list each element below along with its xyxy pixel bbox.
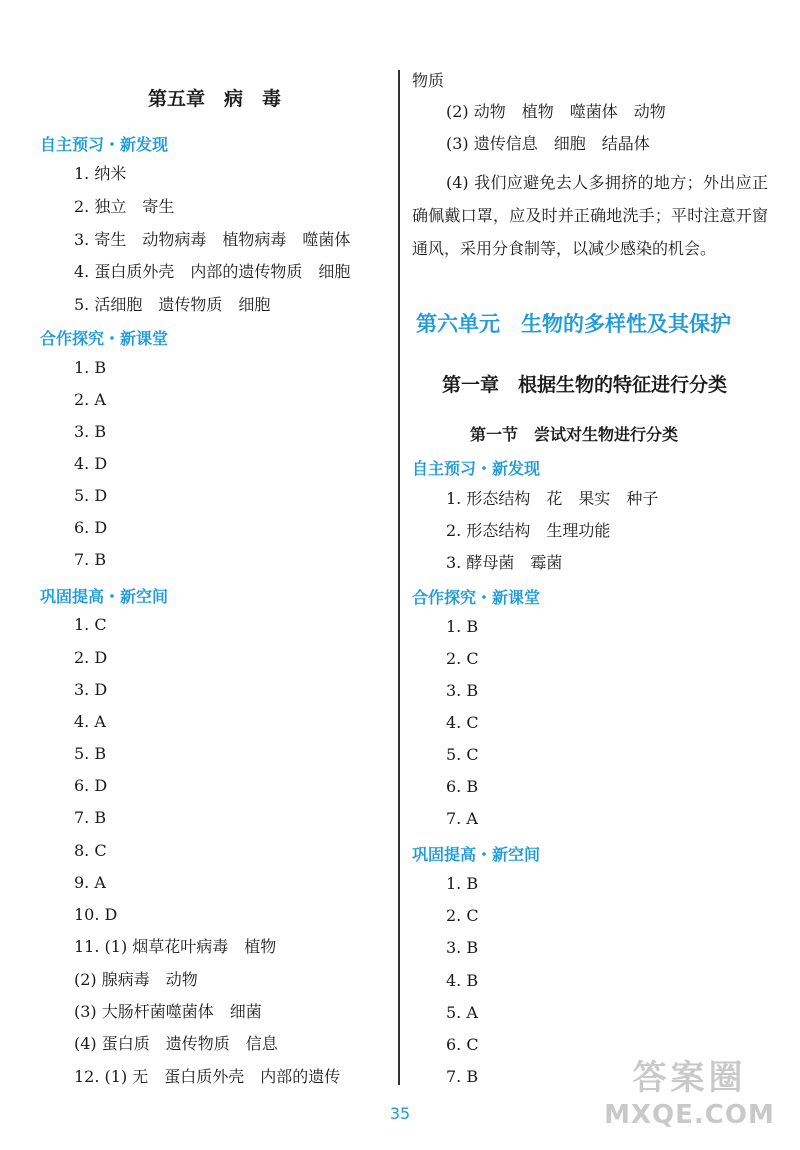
answer-line: 3. 酵母菌 霉菌	[446, 553, 563, 572]
answer-line: 1. B	[74, 358, 107, 377]
answer-line: 1. B	[446, 874, 479, 893]
answer-line: 5. 活细胞 遗传物质 细胞	[74, 295, 271, 314]
answer-line: 4. 蛋白质外壳 内部的遗传物质 细胞	[74, 262, 351, 281]
answer-line: 1. 形态结构 花 果实 种子	[446, 489, 659, 508]
answer-line: 6. B	[446, 777, 479, 796]
watermark-domain: MXQE.COM	[604, 1100, 775, 1130]
answer-line: 4. A	[74, 712, 106, 731]
answer-line: 2. 独立 寄生	[74, 197, 175, 216]
answer-line: 6. C	[446, 1035, 479, 1054]
answer-line: (2) 动物 植物 噬菌体 动物	[446, 102, 666, 121]
watermark-logo	[597, 1058, 782, 1144]
answer-line: 4. C	[446, 713, 479, 732]
answer-line: 6. D	[74, 776, 108, 795]
answer-line: 7. B	[446, 1067, 479, 1086]
answer-line: 5. B	[74, 744, 107, 763]
page-number: 35	[389, 1104, 411, 1123]
section-heading-consolidate: 巩固提高・新空间	[412, 845, 541, 864]
answer-paragraph: (4) 我们应避免去人多拥挤的地方；外出应正确佩戴口罩，应及时并正确地洗手；平时注意开窗通风，采用分食制等，以减少感染的机会。	[412, 173, 768, 258]
answer-line: 2. C	[446, 906, 479, 925]
section-heading-preview: 自主预习・新发现	[40, 135, 169, 154]
answer-line: (3) 大肠杆菌噬菌体 细菌	[74, 1002, 262, 1021]
answer-line: 6. D	[74, 518, 108, 537]
answer-line: 10. D	[74, 905, 118, 924]
watermark-title: 答案圈	[632, 1058, 747, 1098]
answer-line: (4) 蛋白质 遗传物质 信息	[74, 1034, 278, 1053]
column-divider	[398, 70, 400, 1085]
answer-line: 11. (1) 烟草花叶病毒 植物	[74, 937, 277, 956]
answer-line: 3. B	[446, 938, 479, 957]
answer-line: (3) 遗传信息 细胞 结晶体	[446, 134, 650, 153]
answer-line: (2) 腺病毒 动物	[74, 970, 198, 989]
answer-line: 4. D	[74, 454, 108, 473]
answer-line: 9. A	[74, 873, 106, 892]
answer-line: 3. B	[446, 681, 479, 700]
answer-line: 1. 纳米	[74, 164, 127, 183]
section-heading-explore: 合作探究・新课堂	[412, 588, 541, 607]
unit-title: 第六单元 生物的多样性及其保护	[416, 312, 731, 336]
chapter-title: 第一章 根据生物的特征进行分类	[442, 374, 728, 396]
answer-line: 7. B	[74, 550, 107, 569]
answer-line: 4. B	[446, 971, 479, 990]
answer-line: 物质	[412, 71, 445, 90]
section-heading-consolidate: 巩固提高・新空间	[40, 587, 169, 606]
answer-line: 3. D	[74, 680, 108, 699]
answer-line: 3. B	[74, 422, 107, 441]
answer-line: 8. C	[74, 841, 107, 860]
section-heading-preview: 自主预习・新发现	[412, 459, 541, 478]
answer-line: 12. (1) 无 蛋白质外壳 内部的遗传	[74, 1067, 341, 1086]
section-heading-explore: 合作探究・新课堂	[40, 329, 169, 348]
answer-line: 5. D	[74, 486, 108, 505]
answer-line: 2. 形态结构 生理功能	[446, 521, 611, 540]
answer-line: 1. C	[74, 615, 107, 634]
chapter-title: 第五章 病 毒	[148, 88, 282, 110]
answer-line: 1. B	[446, 617, 479, 636]
answer-line: 5. C	[446, 745, 479, 764]
answer-line: 7. B	[74, 808, 107, 827]
answer-line: 7. A	[446, 809, 478, 828]
answer-line: 2. D	[74, 648, 108, 667]
answer-line: 2. C	[446, 649, 479, 668]
answer-line: 2. A	[74, 390, 106, 409]
answer-line: 5. A	[446, 1003, 478, 1022]
section-title: 第一节 尝试对生物进行分类	[470, 425, 679, 444]
answer-line: 3. 寄生 动物病毒 植物病毒 噬菌体	[74, 230, 351, 249]
